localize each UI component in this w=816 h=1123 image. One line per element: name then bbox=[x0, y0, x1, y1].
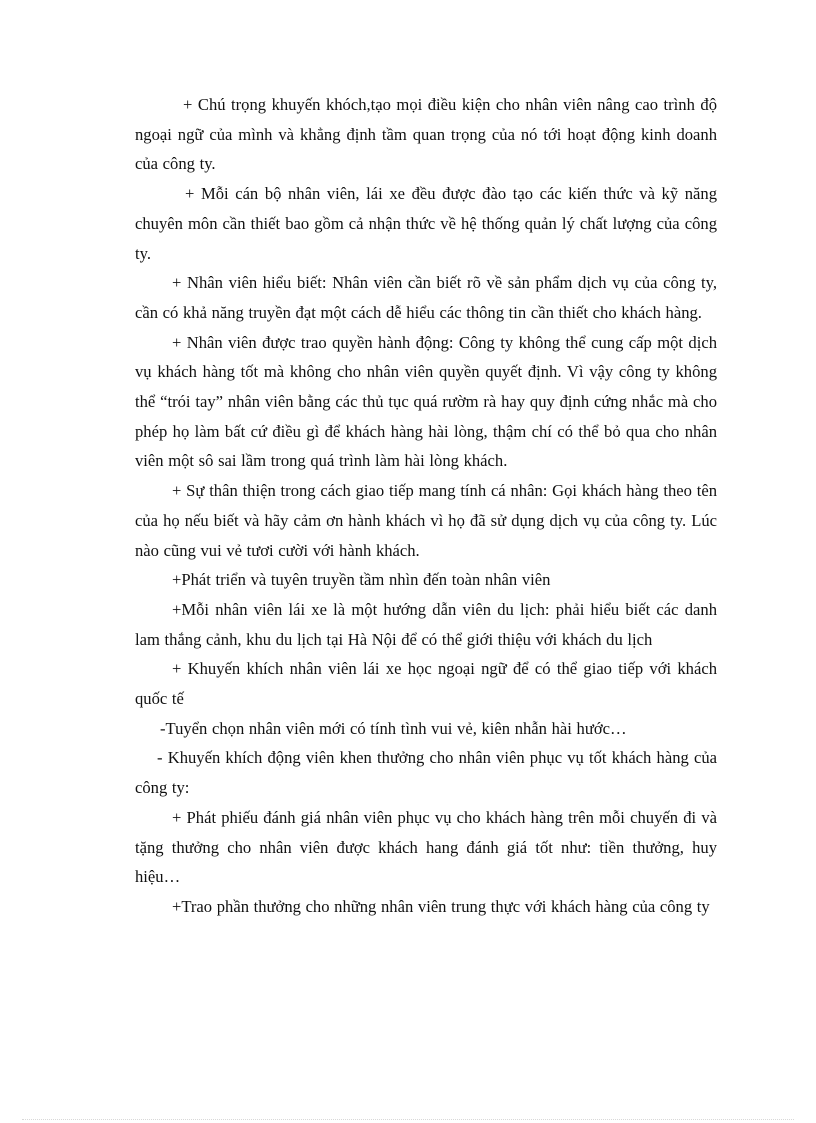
paragraph-knowledgeable-staff: + Nhân viên hiểu biết: Nhân viên cần biết rõ về sản phẩm dịch vụ của công ty, cần có khả năng truyền đạt một cách dễ hiểu các thông tin cần thiết cho khách hàng. bbox=[135, 273, 717, 322]
paragraph-empowered-staff: + Nhân viên được trao quyền hành động: Công ty không thể cung cấp một dịch vụ khách hàng tốt mà không cho nhân viên quyền quyết định. Vì vậy công ty không thể “trói tay” nhân viên bằng các thủ tục quá rườm rà hay quy định cứng nhắc mà cho phép họ làm bất cứ điều gì để khách hàng hài lòng, thậm chí có thể bỏ qua cho nhân viên một sô sai lầm trong quá trình làm hài lòng khách. bbox=[135, 332, 717, 471]
paragraph-honesty-awards: +Trao phần thưởng cho những nhân viên trung thực với khách hàng của công ty bbox=[172, 896, 710, 916]
paragraph-rewards: - Khuyến khích động viên khen thưởng cho nhân viên phục vụ tốt khách hàng của công ty: bbox=[135, 748, 717, 798]
paragraph-driver-as-guide: +Mỗi nhân viên lái xe là một hướng dẫn viên du lịch: phải hiểu biết các danh lam thắng cảnh, khu du lịch tại Hà Nội để có thể giới thiệu với khách du lịch bbox=[135, 599, 717, 649]
paragraph-foreign-language-encouragement: + Chú trọng khuyến khóch,tạo mọi điều kiện cho nhân viên nâng cao trình độ ngoại ngữ của mình và khẳng định tầm quan trọng của nó tới hoạt động kinh doanh của công ty. bbox=[135, 95, 717, 174]
paragraph-driver-languages: + Khuyến khích nhân viên lái xe học ngoại ngữ để có thể giao tiếp với khách quốc tế bbox=[135, 659, 717, 709]
page-bottom-divider bbox=[22, 1119, 794, 1120]
paragraph-evaluation-forms: + Phát phiếu đánh giá nhân viên phục vụ cho khách hàng trên mỗi chuyến đi và tặng thưởng cho nhân viên được khách hang đánh giá tốt như: tiền thưởng, huy hiệu… bbox=[135, 807, 717, 887]
document-body bbox=[135, 90, 717, 922]
paragraph-friendly-communication: + Sự thân thiện trong cách giao tiếp mang tính cá nhân: Gọi khách hàng theo tên của họ nếu biết và hãy cảm ơn hành khách vì họ đã sử dụng dịch vụ của công ty. Lúc nào cũng vui vẻ tươi cười với hành khách. bbox=[135, 481, 717, 560]
paragraph-recruitment: -Tuyển chọn nhân viên mới có tính tình vui vẻ, kiên nhẫn hài hước… bbox=[160, 718, 627, 738]
paragraph-staff-training: + Mỗi cán bộ nhân viên, lái xe đều được đào tạo các kiến thức và kỹ năng chuyên môn cần thiết bao gồm cả nhận thức về hệ thống quản lý chất lượng của công ty. bbox=[135, 184, 717, 263]
paragraph-vision-development: +Phát triển và tuyên truyền tầm nhìn đến toàn nhân viên bbox=[172, 570, 551, 590]
